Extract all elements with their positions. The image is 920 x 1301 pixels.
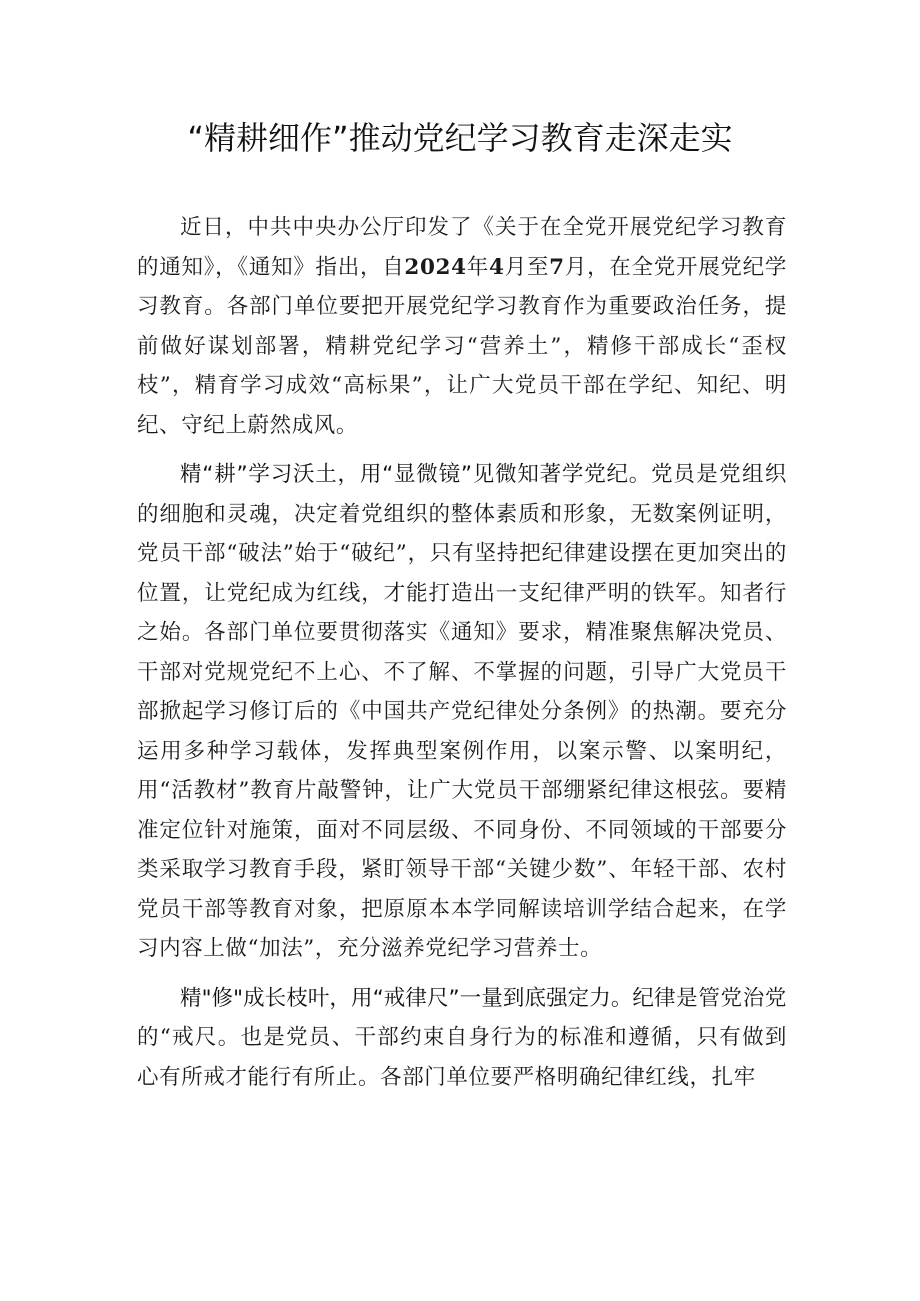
section-2-heading: 精"修"成长枝叶，用“戒律尺”一量到底强定力。纪	[180, 985, 654, 1011]
document-body	[137, 208, 787, 1107]
paragraph-intro	[137, 208, 787, 445]
section-2-text: 律是管党治党的“戒尺。也是党员、干部约束自身行为的标准和遵循，只有做到心有所戒才能行有所止。各部门单位要严格明确纪律红线，扎牢	[137, 985, 787, 1090]
paragraph-section-2	[137, 979, 787, 1098]
document-title: “精耕细作”推动党纪学习教育走深走实	[187, 119, 733, 157]
paragraph-intro-text-4: 月，在全党开展党纪学习教育。各部门单位要把开展党纪学习教育作为重要政治任务，提前做好谋划部署，精耕党纪学习“营养土”，精修干部成长“歪杈枝”，精育学习成效“高标果”，让广大党员干部在学纪、知纪、明纪、守纪上蔚然成风。	[137, 254, 787, 438]
section-1-text: 员是党组织的细胞和灵魂，决定着党组织的整体素质和形象，无数案例证明，党员干部“破法”始于“破纪”，只有坚持把纪律建设摆在更加突出的位置，让党纪成为红线，才能打造出一支纪律严明的铁军。知者行之始。各部门单位要贯彻落实《通知》要求，精准聚焦解决党员、干部对党规党纪不上心、不了解、不掌握的问题，引导广大党员干部掀起学习修订后的《中国共产党纪律处分条例》的热潮。要充分运用多种学习载体，发挥典型案例作用，以案示警、以案明纪，用“活教材”教育片敲警钟，让广大党员干部绷紧纪律这根弦。要精准定位针对施策，面对不同层级、不同身份、不同领域的干部要分类采取学习教育手段，紧盯领导干部“关键少数”、年轻干部、农村党员干部等教育对象，把原原本本学同解读培训学结合起来，在学习内容上做“加法”，充分滋养党纪学习营养士。	[137, 462, 787, 961]
year-number: 2024	[404, 254, 467, 280]
month-end-number: 7	[549, 254, 565, 280]
paragraph-intro-text-1: 近日，中共中央办公厅印发了《关于在全党开展党纪学习教育的通知》，《通知》指出，自	[137, 215, 787, 280]
paragraph-intro-text-2: 年	[466, 254, 490, 280]
month-start-number: 4	[489, 254, 505, 280]
paragraph-intro-text-3: 月至	[504, 254, 550, 280]
section-1-heading: 精“耕”学习沃土，用“显微镜”见微知著学党纪。党	[180, 462, 674, 487]
paragraph-section-1	[137, 455, 787, 969]
